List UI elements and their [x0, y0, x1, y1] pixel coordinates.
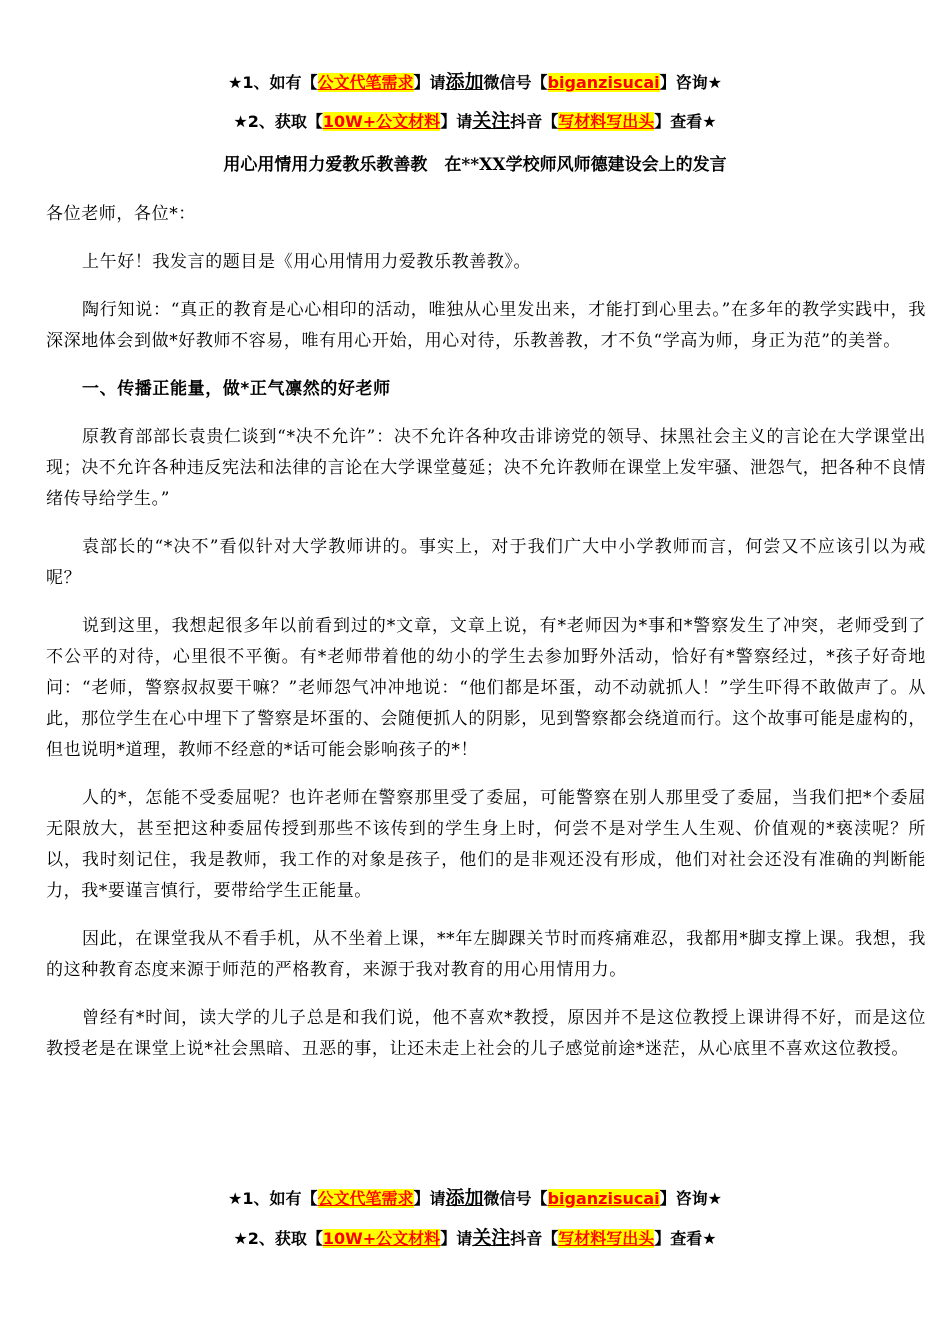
- banner-text: ★1、如有【: [228, 1189, 318, 1208]
- banner-text: 微信号【: [483, 1189, 548, 1208]
- banner-text: 】请: [440, 112, 473, 131]
- banner-text: 】咨询★: [659, 73, 722, 92]
- body-paragraph: 上午好！我发言的题目是《用心用情用力爱教乐教善教》。: [82, 252, 532, 272]
- banner-highlight: 写材料写出头: [558, 1229, 655, 1248]
- salutation: 各位老师，各位*：: [46, 204, 196, 224]
- banner-text: 】请: [440, 1229, 473, 1248]
- banner-text: 抖音【: [510, 1229, 559, 1248]
- banner-emphasis: 关注: [472, 1227, 511, 1249]
- banner-text: 】请: [413, 73, 446, 92]
- banner-highlight: biganzisucai: [547, 73, 660, 92]
- body-paragraph: 曾经有*时间，读大学的儿子总是和我们说，他不喜欢*教授，原因并不是这位教授上课讲得不好，而是这位教授老是在课堂上说*社会黑暗、丑恶的事，让还未走上社会的儿子感觉前途*迷茫，从心底里不喜欢这位教授。: [46, 1008, 926, 1059]
- banner-text: 微信号【: [483, 73, 548, 92]
- banner-text: 抖音【: [510, 112, 559, 131]
- body-paragraph: 人的*，怎能不受委屈呢？也许老师在警察那里受了委屈，可能警察在别人那里受了委屈，当我们把*个委屈无限放大，甚至把这种委屈传授到那些不该传到的学生身上时，何尝不是对学生人生观、价值观的*亵渎呢？所以，我时刻记住，我是教师，我工作的对象是孩子，他们的是非观还没有形成，他们对社会还没有准确的判断能力，我*要谨言慎行，要带给学生正能量。: [46, 788, 926, 901]
- banner-emphasis: 关注: [472, 110, 511, 132]
- banner-emphasis: 添加: [445, 71, 484, 93]
- banner-highlight: biganzisucai: [547, 1189, 660, 1208]
- banner-highlight: 公文代笔需求: [317, 73, 414, 92]
- body-paragraph: 袁部长的“*决不”看似针对大学教师讲的。事实上，对于我们广大中小学教师而言，何尝又不应该引以为戒呢？: [46, 537, 926, 588]
- promo-banner-top-line-1: [0, 71, 950, 94]
- document-title: 用心用情用力爱教乐教善教 在**XX学校师风师德建设会上的发言: [223, 155, 727, 175]
- banner-text: 】查看★: [654, 112, 717, 131]
- banner-text: 】查看★: [654, 1229, 717, 1248]
- banner-text: ★1、如有【: [228, 73, 318, 92]
- banner-highlight: 写材料写出头: [558, 112, 655, 131]
- banner-text: 】请: [413, 1189, 446, 1208]
- body-paragraph: 原教育部部长袁贵仁谈到“*决不允许”：决不允许各种攻击诽谤党的领导、抹黑社会主义的言论在大学课堂出现；决不允许各种违反宪法和法律的言论在大学课堂蔓延；决不允许教师在课堂上发牢骚、泄怨气，把各种不良情绪传导给学生。”: [46, 427, 926, 509]
- banner-highlight: 10W+公文材料: [322, 112, 441, 131]
- banner-emphasis: 添加: [445, 1187, 484, 1209]
- section-heading: 一、传播正能量，做*正气凛然的好老师: [82, 379, 391, 399]
- document-body: [46, 199, 926, 1065]
- body-paragraph: 说到这里，我想起很多年以前看到过的*文章，文章上说，有*老师因为*事和*警察发生了冲突，老师受到了不公平的对待，心里很不平衡。有*老师带着他的幼小的学生去参加野外活动，恰好有*警察经过，*孩子好奇地问：“老师，警察叔叔要干嘛？”老师怨气冲冲地说：“他们都是坏蛋，动不动就抓人！”学生吓得不敢做声了。从此，那位学生在心中埋下了警察是坏蛋的、会随便抓人的阴影，见到警察都会绕道而行。这个故事可能是虚构的，但也说明*道理，教师不经意的*话可能会影响孩子的*！: [46, 616, 926, 760]
- promo-banner-bottom-line-1: [0, 1187, 950, 1210]
- promo-banner-top-line-2: [0, 110, 950, 133]
- banner-text: 】咨询★: [659, 1189, 722, 1208]
- body-paragraph: 因此，在课堂我从不看手机，从不坐着上课，**年左脚踝关节时而疼痛难忍，我都用*脚支撑上课。我想，我的这种教育态度来源于师范的严格教育，来源于我对教育的用心用情用力。: [46, 929, 926, 980]
- body-paragraph: 陶行知说：“真正的教育是心心相印的活动，唯独从心里发出来，才能打到心里去。”在多年的教学实践中，我深深地体会到做*好教师不容易，唯有用心开始，用心对待，乐教善教，才不负“学高为师，身正为范”的美誉。: [46, 300, 926, 351]
- banner-text: ★2、获取【: [233, 112, 323, 131]
- banner-text: ★2、获取【: [233, 1229, 323, 1248]
- banner-highlight: 10W+公文材料: [322, 1229, 441, 1248]
- banner-highlight: 公文代笔需求: [317, 1189, 414, 1208]
- promo-banner-bottom-line-2: [0, 1227, 950, 1250]
